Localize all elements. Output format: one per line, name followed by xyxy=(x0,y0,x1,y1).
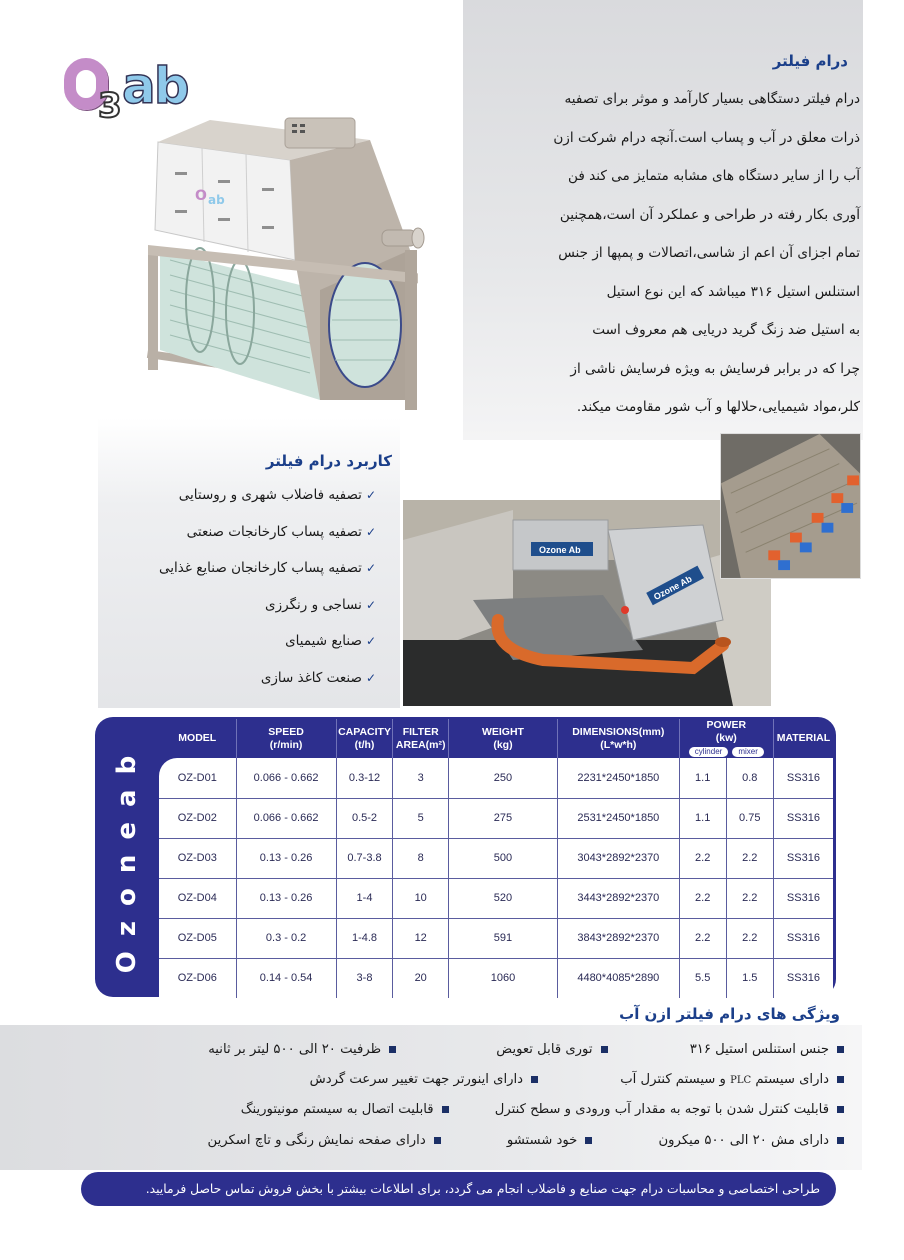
cell-power-mixer: 1.5 xyxy=(726,958,773,998)
cell-model: OZ-D04 xyxy=(159,878,236,918)
cell-speed: 0.066 - 0.662 xyxy=(236,758,336,798)
machine-label: Ozone Ab xyxy=(539,545,581,555)
power-cylinder-label: cylinder xyxy=(689,747,729,757)
col-power: POWER (kw) cylinder mixer xyxy=(679,719,773,758)
list-item xyxy=(159,484,376,521)
drum-closeup-photo xyxy=(720,433,861,579)
square-bullet-icon xyxy=(837,1076,844,1083)
cell-capacity: 1-4.8 xyxy=(336,918,393,958)
intro-body xyxy=(476,80,860,427)
cell-speed: 0.13 - 0.26 xyxy=(236,838,336,878)
cell-weight: 275 xyxy=(449,798,558,838)
table-row xyxy=(159,918,833,958)
cell-power-cylinder: 1.1 xyxy=(679,798,726,838)
intro-line: استنلس استیل ۳۱۶ میباشد که این نوع استیل xyxy=(606,283,860,300)
list-item xyxy=(159,557,376,594)
list-item-label: نساجی و رنگرزی xyxy=(265,596,362,613)
cell-material: SS316 xyxy=(773,758,833,798)
square-bullet-icon xyxy=(601,1046,608,1053)
applications-list xyxy=(159,484,376,703)
feature-item: دارای مش ۲۰ الی ۵۰۰ میکرون xyxy=(659,1133,845,1148)
feature-item: جنس استنلس استیل ۳۱۶ xyxy=(690,1042,844,1057)
logo-subscript-3: 3 xyxy=(98,86,122,126)
square-bullet-icon xyxy=(837,1137,844,1144)
cell-model: OZ-D05 xyxy=(159,918,236,958)
feature-item: دارای صفحه نمایش رنگی و تاچ اسکرین xyxy=(208,1133,441,1148)
cell-power-cylinder: 2.2 xyxy=(679,878,726,918)
cell-weight: 520 xyxy=(449,878,558,918)
intro-title: درام فیلتر xyxy=(772,52,848,70)
cell-filter-area: 5 xyxy=(393,798,449,838)
check-icon: ✓ xyxy=(365,670,376,685)
cell-model: OZ-D06 xyxy=(159,958,236,998)
intro-line: آب را از سایر دستگاه های مشابه متمایز می کند فن xyxy=(567,168,860,184)
feature-row xyxy=(208,1042,844,1057)
cell-material: SS316 xyxy=(773,958,833,998)
table-row xyxy=(159,958,833,998)
cell-dimensions: 2231*2450*1850 xyxy=(557,758,679,798)
col-model: MODEL xyxy=(159,719,236,758)
feature-row xyxy=(241,1102,844,1117)
list-item-label: صنایع شیمیای xyxy=(285,633,362,649)
drum-filter-illustration xyxy=(120,100,440,415)
list-item-label: صنعت کاغذ سازی xyxy=(260,669,362,686)
intro-line: ذرات معلق در آب و پساب است.آنچه درام شرکت ازن xyxy=(553,129,860,146)
brand-vertical-text: Ozoneab xyxy=(112,740,142,974)
cell-capacity: 3-8 xyxy=(336,958,393,998)
feature-item: دارای سیستم PLC و سیستم کنترل آب xyxy=(620,1072,844,1087)
cell-speed: 0.3 - 0.2 xyxy=(236,918,336,958)
svg-text:O: O xyxy=(195,188,207,204)
cell-dimensions: 3043*2892*2370 xyxy=(557,838,679,878)
cell-weight: 500 xyxy=(449,838,558,878)
intro-line: تمام اجزای آن اعم از شاسی،اتصالات و پمپها از جنس xyxy=(558,245,860,261)
cell-speed: 0.066 - 0.662 xyxy=(236,798,336,838)
cell-material: SS316 xyxy=(773,878,833,918)
col-filter-area: FILTER AREA(m²) xyxy=(393,719,449,758)
feature-item: قابلیت اتصال به سیستم مونیتورینگ xyxy=(241,1102,449,1117)
check-icon: ✓ xyxy=(365,561,376,575)
cell-power-cylinder: 2.2 xyxy=(679,918,726,958)
machine-label: Ozone Ab xyxy=(652,573,694,603)
cell-material: SS316 xyxy=(773,918,833,958)
cell-weight: 1060 xyxy=(449,958,558,998)
spec-table xyxy=(159,719,833,998)
cell-filter-area: 8 xyxy=(393,838,449,878)
table-row xyxy=(159,838,833,878)
list-item xyxy=(159,594,376,631)
features-title: ویژگی های درام فیلتر ازن آب xyxy=(619,1005,840,1023)
cell-filter-area: 12 xyxy=(393,918,449,958)
feature-row xyxy=(208,1133,844,1148)
cell-model: OZ-D01 xyxy=(159,758,236,798)
cell-weight: 591 xyxy=(449,918,558,958)
square-bullet-icon xyxy=(585,1137,592,1144)
list-item xyxy=(159,630,376,667)
cell-weight: 250 xyxy=(449,758,558,798)
cell-model: OZ-D03 xyxy=(159,838,236,878)
square-bullet-icon xyxy=(837,1106,844,1113)
cell-speed: 0.14 - 0.54 xyxy=(236,958,336,998)
col-speed: SPEED (r/min) xyxy=(236,719,336,758)
col-dimensions: DIMENSIONS(mm) (L*w*h) xyxy=(557,719,679,758)
cell-capacity: 0.3-12 xyxy=(336,758,393,798)
list-item xyxy=(159,521,376,558)
table-row xyxy=(159,798,833,838)
intro-line: آوری بکار رفته در طراحی و عملکرد آن است،همچنین xyxy=(559,206,860,223)
cell-filter-area: 20 xyxy=(393,958,449,998)
intro-line: چرا که در برابر فرسایش به ویژه فرسایش ناشی از xyxy=(570,360,860,377)
cell-power-cylinder: 2.2 xyxy=(679,838,726,878)
col-capacity: CAPACITY (t/h) xyxy=(336,719,393,758)
feature-item: توری قابل تعویض xyxy=(496,1042,607,1057)
cell-power-cylinder: 1.1 xyxy=(679,758,726,798)
cell-capacity: 1-4 xyxy=(336,878,393,918)
intro-line: درام فیلتر دستگاهی بسیار کارآمد و موثر برای تصفیه xyxy=(564,91,860,107)
square-bullet-icon xyxy=(531,1076,538,1083)
cell-filter-area: 3 xyxy=(393,758,449,798)
cell-capacity: 0.5-2 xyxy=(336,798,393,838)
applications-title: کاربرد درام فیلتر xyxy=(265,452,392,470)
col-material: MATERIAL xyxy=(776,732,831,744)
list-item-label: تصفیه فاضلاب شهری و روستایی xyxy=(178,487,362,503)
feature-row xyxy=(310,1072,844,1087)
cell-power-mixer: 0.75 xyxy=(726,798,773,838)
table-header-row xyxy=(159,719,833,758)
cell-dimensions: 2531*2450*1850 xyxy=(557,798,679,838)
cell-speed: 0.13 - 0.26 xyxy=(236,878,336,918)
intro-line: کلر،مواد شیمیایی،حلالها و آب شور مقاومت میکند. xyxy=(576,399,860,415)
cell-dimensions: 3443*2892*2370 xyxy=(557,878,679,918)
cell-power-mixer: 2.2 xyxy=(726,878,773,918)
power-mixer-label: mixer xyxy=(732,747,764,757)
brand-vertical-label xyxy=(95,717,159,997)
square-bullet-icon xyxy=(442,1106,449,1113)
svg-text:ab: ab xyxy=(208,193,225,207)
cell-power-mixer: 0.8 xyxy=(726,758,773,798)
feature-item: قابلیت کنترل شدن با توجه به مقدار آب ورودی و سطح کنترل xyxy=(495,1102,844,1117)
list-item-label: تصفیه پساب کارخانجان صنایع غذایی xyxy=(159,560,362,576)
check-icon: ✓ xyxy=(365,488,376,502)
check-icon: ✓ xyxy=(365,634,376,648)
col-weight: WEIGHT (kg) xyxy=(449,719,558,758)
intro-line: به استیل ضد زنگ گرید دریایی هم معروف است xyxy=(592,322,860,338)
feature-item: ظرفیت ۲۰ الی ۵۰۰ لیتر بر ثانیه xyxy=(208,1042,396,1057)
cell-power-mixer: 2.2 xyxy=(726,838,773,878)
footer-contact-bar: طراحی اختصاصی و محاسبات درام جهت صنایع و فاضلاب انجام می گردد، برای اطلاعات بیشتر با بخش فروش تماس حاصل فرمایید. xyxy=(81,1172,836,1206)
cell-model: OZ-D02 xyxy=(159,798,236,838)
check-icon: ✓ xyxy=(365,524,376,539)
feature-item: خود شستشو xyxy=(507,1133,592,1148)
cell-dimensions: 3843*2892*2370 xyxy=(557,918,679,958)
cell-capacity: 0.7-3.8 xyxy=(336,838,393,878)
table-row xyxy=(159,878,833,918)
installation-photo xyxy=(403,500,771,706)
list-item-label: تصفیه پساب کارخانجات صنعتی xyxy=(186,523,362,540)
square-bullet-icon xyxy=(434,1137,441,1144)
cell-dimensions: 4480*4085*2890 xyxy=(557,958,679,998)
square-bullet-icon xyxy=(389,1046,396,1053)
check-icon: ✓ xyxy=(365,597,376,612)
table-row xyxy=(159,758,833,798)
cell-power-mixer: 2.2 xyxy=(726,918,773,958)
square-bullet-icon xyxy=(837,1046,844,1053)
cell-material: SS316 xyxy=(773,798,833,838)
cell-material: SS316 xyxy=(773,838,833,878)
cell-power-cylinder: 5.5 xyxy=(679,958,726,998)
logo-ab: ab xyxy=(122,57,188,115)
list-item xyxy=(159,667,376,704)
cell-filter-area: 10 xyxy=(393,878,449,918)
feature-item: دارای اینورتر جهت تغییر سرعت گردش xyxy=(310,1072,538,1087)
